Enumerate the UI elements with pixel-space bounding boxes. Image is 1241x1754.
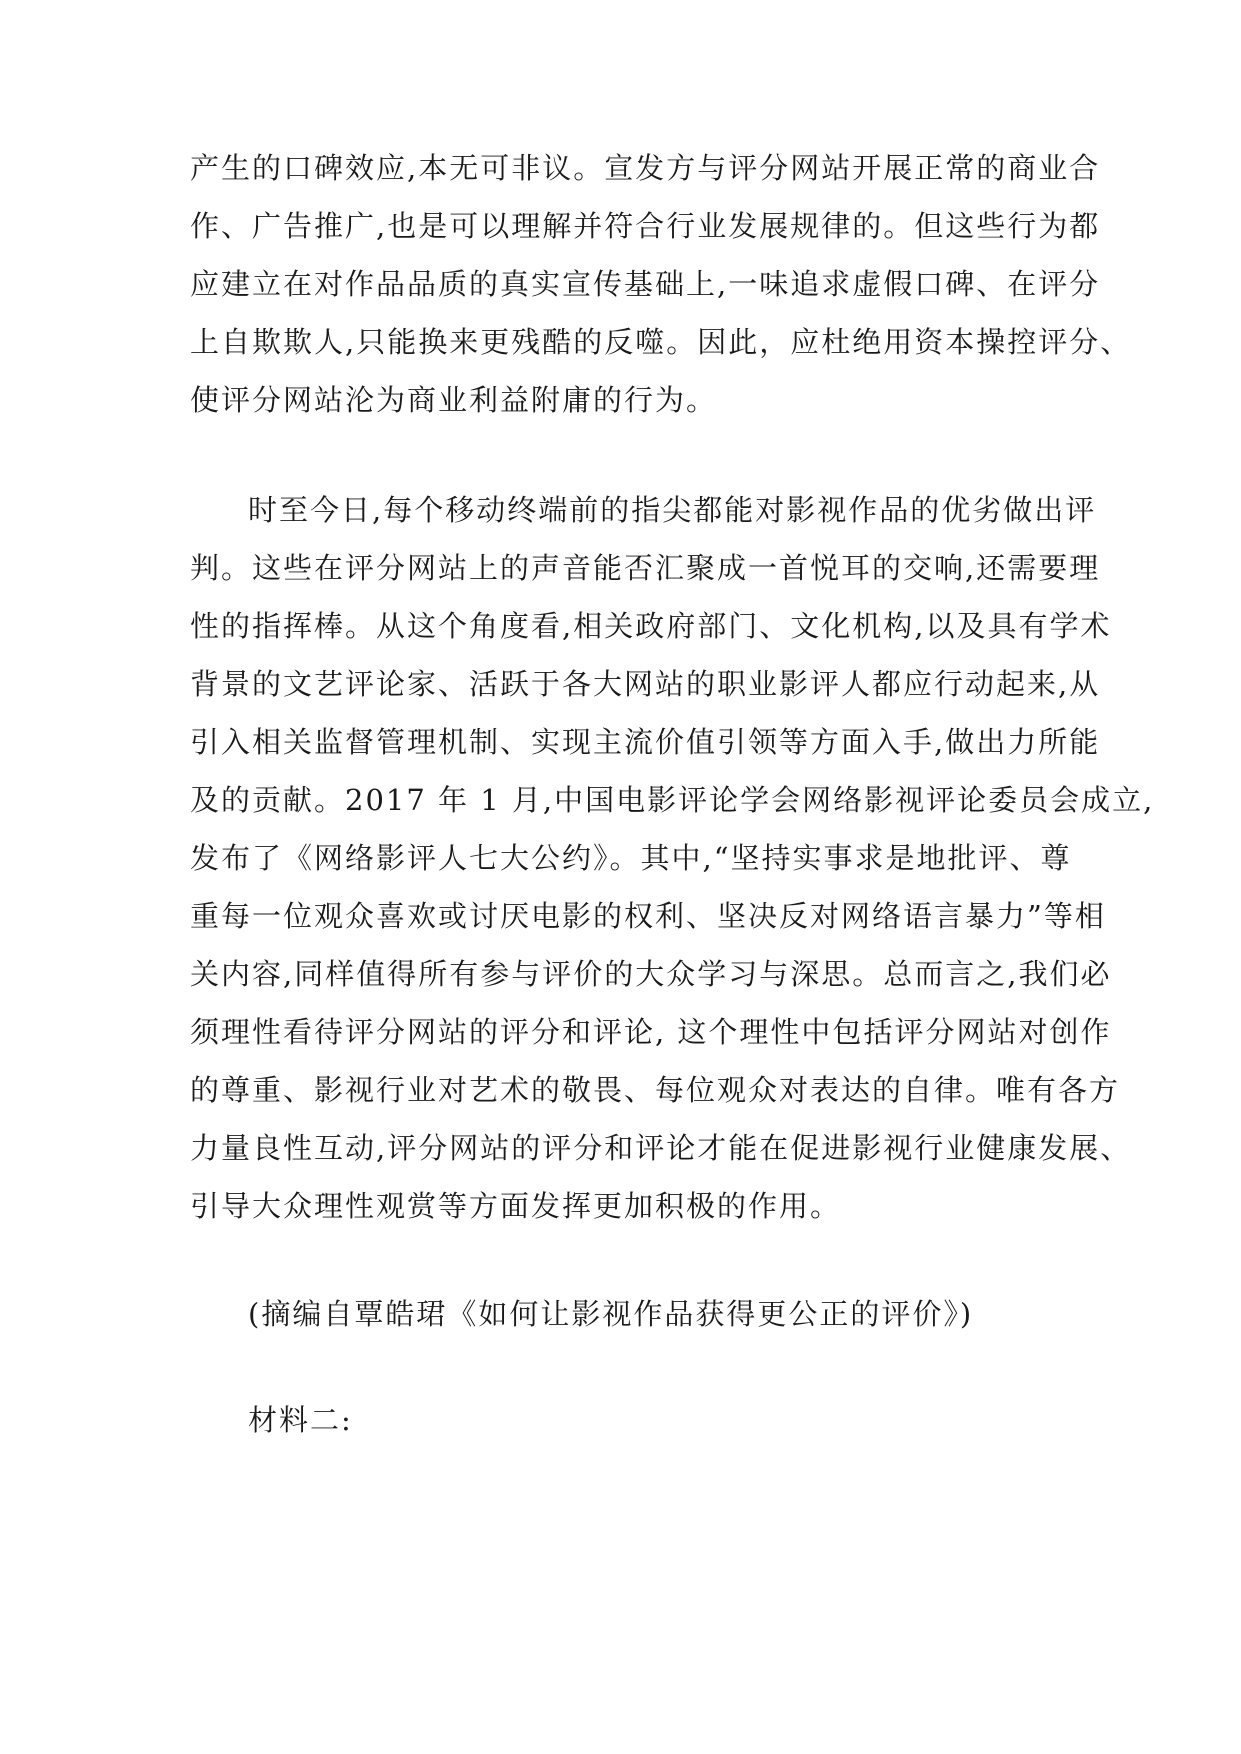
paragraph2-line-8: 重每一位观众喜欢或讨厌电影的权利、坚决反对网络语言暴力”等相 xyxy=(190,899,1106,933)
paragraph1-line-4: 上自欺欺人,只能换来更残酷的反噬。因此，应杜绝用资本操控评分、 xyxy=(190,325,1132,359)
paragraph2-line-3: 性的指挥棒。从这个角度看,相关政府部门、文化机构,以及具有学术 xyxy=(190,609,1112,643)
paragraph2-line-10: 须理性看待评分网站的评分和评论, 这个理性中包括评分网站对创作 xyxy=(190,1015,1112,1049)
paragraph1-line-3: 应建立在对作品品质的真实宣传基础上,一味追求虚假口碑、在评分 xyxy=(190,267,1101,301)
paragraph2-line-5: 引入相关监督管理机制、实现主流价值引领等方面入手,做出力所能 xyxy=(190,725,1101,759)
paragraph2-line-2: 判。这些在评分网站上的声音能否汇聚成一首悦耳的交响,还需要理 xyxy=(190,551,1101,585)
paragraph2-line-9: 关内容,同样值得所有参与评价的大众学习与深思。总而言之,我们必 xyxy=(190,957,1112,991)
paragraph2-line-7: 发布了《网络影评人七大公约》。其中,“坚持实事求是地批评、尊 xyxy=(190,841,1072,875)
paragraph1-line-2: 作、广告推广,也是可以理解并符合行业发展规律的。但这些行为都 xyxy=(190,209,1101,243)
paragraph2-line-4: 背景的文艺评论家、活跃于各大网站的职业影评人都应行动起来,从 xyxy=(190,667,1101,701)
paragraph1-line-5: 使评分网站沦为商业利益附庸的行为。 xyxy=(190,383,718,417)
material-heading: 材料二: xyxy=(248,1403,353,1437)
paragraph2-line-6: 及的贡献。2017 年 1 月,中国电影评论学会网络影视评论委员会成立, xyxy=(190,783,1155,817)
paragraph2-line-1: 时至今日,每个移动终端前的指尖都能对影视作品的优劣做出评 xyxy=(248,493,1097,527)
paragraph2-line-13: 引导大众理性观赏等方面发挥更加积极的作用。 xyxy=(190,1189,842,1223)
paragraph2-line-11: 的尊重、影视行业对艺术的敬畏、每位观众对表达的自律。唯有各方 xyxy=(190,1073,1121,1107)
paragraph2-line-12: 力量良性互动,评分网站的评分和评论才能在促进影视行业健康发展、 xyxy=(190,1131,1132,1165)
source-note: (摘编自覃皓珺《如何让影视作品获得更公正的评价》) xyxy=(248,1297,974,1331)
paragraph1-line-1: 产生的口碑效应,本无可非议。宣发方与评分网站开展正常的商业合 xyxy=(190,151,1101,185)
